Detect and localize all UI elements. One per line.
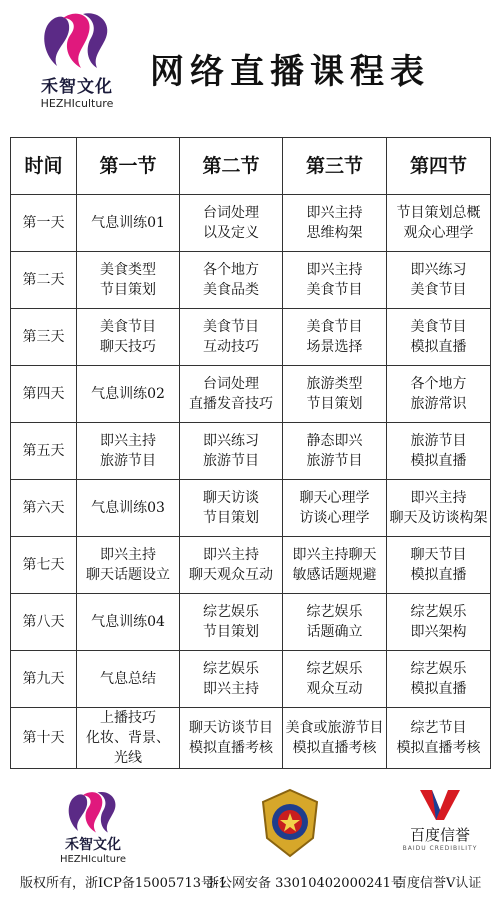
hezhi-logo-icon	[63, 788, 123, 834]
day-cell: 第七天	[11, 537, 77, 594]
session-cell	[387, 423, 491, 480]
session-text: 聊天节目	[410, 547, 467, 563]
session-text: 聊天访谈	[203, 490, 259, 506]
session-cell	[77, 708, 180, 769]
session-cell	[180, 480, 283, 537]
session-text: 化妆、背景、	[86, 730, 170, 746]
session-text: 以及定义	[203, 225, 259, 241]
brand-logo	[22, 8, 132, 110]
session-cell	[77, 423, 180, 480]
session-text: 旅游节目	[203, 453, 259, 469]
session-text: 美食节目	[306, 319, 363, 335]
footer-brand-logo	[8, 788, 178, 865]
session-text: 即兴主持	[306, 262, 363, 278]
session-text: 节目策划	[203, 510, 259, 526]
session-cell	[387, 708, 491, 769]
session-text: 模拟直播考核	[396, 740, 481, 756]
course-schedule-table	[10, 137, 491, 769]
session-text: 聊天技巧	[100, 339, 156, 355]
session-text: 节目策划总概	[396, 205, 481, 221]
baidu-credibility-cn: 百度信誉	[409, 826, 470, 844]
baidu-v-icon	[418, 788, 462, 822]
session-text: 即兴主持	[410, 490, 467, 506]
session-text: 气息训练02	[91, 386, 165, 402]
session-cell	[77, 537, 180, 594]
session-cell	[283, 309, 387, 366]
session-text: 美食节目	[100, 319, 156, 335]
session-text: 即兴练习	[410, 262, 467, 278]
session-cell	[387, 537, 491, 594]
session-text: 即兴架构	[410, 624, 467, 640]
header-cell: 第一节	[77, 138, 180, 195]
session-text: 旅游类型	[306, 376, 363, 392]
session-cell	[180, 594, 283, 651]
footer-brand-en: HEZHIculture	[59, 854, 127, 865]
police-record: 浙公网安备 33010402000241号	[206, 876, 404, 891]
session-text: 聊天心理学	[299, 490, 370, 506]
session-cell	[283, 366, 387, 423]
session-text: 聊天访谈节目	[189, 720, 273, 736]
session-cell	[283, 480, 387, 537]
table-row	[11, 708, 491, 769]
session-text: 各个地方	[203, 262, 259, 278]
table-row	[11, 309, 491, 366]
session-cell	[77, 252, 180, 309]
table-row	[11, 195, 491, 252]
page-header	[0, 0, 500, 120]
table-row	[11, 252, 491, 309]
day-cell: 第一天	[11, 195, 77, 252]
session-cell	[387, 309, 491, 366]
session-text: 话题确立	[306, 624, 363, 640]
table-row	[11, 366, 491, 423]
session-text: 美食节目	[410, 282, 467, 298]
session-text: 气息训练03	[91, 500, 165, 516]
header-cell: 第三节	[283, 138, 387, 195]
session-text: 直播发音技巧	[189, 396, 273, 412]
session-text: 旅游节目	[410, 433, 467, 449]
session-text: 节目策划	[203, 624, 259, 640]
session-text: 观众心理学	[403, 225, 474, 241]
session-cell	[283, 423, 387, 480]
day-cell: 第六天	[11, 480, 77, 537]
session-text: 即兴主持	[100, 433, 156, 449]
session-cell	[283, 195, 387, 252]
police-emblem	[190, 788, 390, 858]
police-emblem-icon	[259, 788, 321, 858]
day-cell: 第八天	[11, 594, 77, 651]
session-text: 节目策划	[306, 396, 363, 412]
session-text: 上播技巧	[100, 710, 156, 726]
session-text: 敏感话题规避	[292, 567, 377, 583]
hezhi-logo-icon	[37, 8, 117, 70]
session-text: 综艺娱乐	[410, 661, 467, 677]
session-cell	[180, 708, 283, 769]
session-text: 美食节目	[203, 319, 259, 335]
session-text: 美食节目	[306, 282, 363, 298]
session-text: 模拟直播考核	[292, 740, 377, 756]
session-text: 即兴主持	[203, 547, 259, 563]
page-title: 网络直播课程表	[150, 52, 430, 92]
header-cell: 第二节	[180, 138, 283, 195]
session-text: 旅游节目	[100, 453, 156, 469]
table-row	[11, 537, 491, 594]
session-text: 节目策划	[100, 282, 156, 298]
session-text: 美食品类	[203, 282, 259, 298]
session-text: 综艺娱乐	[306, 661, 363, 677]
session-text: 综艺娱乐	[203, 604, 259, 620]
session-text: 观众互动	[306, 681, 363, 697]
session-cell	[180, 252, 283, 309]
table-header-row	[11, 138, 491, 195]
session-cell	[77, 480, 180, 537]
baidu-credibility-en: BAIDU CREDIBILITY	[402, 845, 478, 852]
session-text: 气息总结	[100, 671, 156, 687]
session-cell	[77, 366, 180, 423]
session-text: 模拟直播	[410, 339, 467, 355]
session-text: 台词处理	[203, 205, 259, 221]
table-row	[11, 651, 491, 708]
session-cell	[283, 594, 387, 651]
day-cell: 第十天	[11, 708, 77, 769]
session-cell	[77, 651, 180, 708]
session-text: 模拟直播	[410, 567, 467, 583]
session-cell	[387, 651, 491, 708]
day-cell: 第四天	[11, 366, 77, 423]
session-cell	[77, 594, 180, 651]
table-row	[11, 423, 491, 480]
session-cell	[180, 423, 283, 480]
session-text: 访谈心理学	[299, 510, 370, 526]
session-cell	[77, 309, 180, 366]
session-cell	[387, 366, 491, 423]
brand-name-cn: 禾智文化	[41, 77, 113, 97]
session-text: 模拟直播考核	[189, 740, 273, 756]
session-cell	[283, 651, 387, 708]
session-text: 互动技巧	[203, 339, 259, 355]
table-body	[11, 195, 491, 769]
copyright-icp: 版权所有，浙ICP备15005713号-1	[20, 876, 227, 891]
table-row	[11, 594, 491, 651]
session-text: 即兴主持聊天	[292, 547, 377, 563]
session-cell	[77, 195, 180, 252]
day-cell: 第三天	[11, 309, 77, 366]
brand-name-en: HEZHIculture	[40, 97, 114, 110]
session-text: 聊天观众互动	[189, 567, 273, 583]
session-text: 旅游常识	[410, 396, 467, 412]
session-text: 美食节目	[410, 319, 467, 335]
session-text: 美食或旅游节目	[285, 720, 384, 736]
session-text: 综艺娱乐	[203, 661, 259, 677]
session-text: 美食类型	[100, 262, 156, 278]
session-text: 台词处理	[203, 376, 259, 392]
day-cell: 第五天	[11, 423, 77, 480]
session-cell	[180, 309, 283, 366]
session-cell	[387, 480, 491, 537]
session-cell	[180, 651, 283, 708]
session-text: 聊天及访谈构架	[389, 510, 488, 526]
session-cell	[180, 537, 283, 594]
session-cell	[283, 708, 387, 769]
session-text: 模拟直播	[410, 453, 467, 469]
session-text: 静态即兴	[306, 433, 363, 449]
session-cell	[283, 537, 387, 594]
baidu-certification: 百度信誉V认证	[394, 876, 482, 891]
page-footer	[0, 780, 500, 900]
session-text: 即兴主持	[100, 547, 156, 563]
session-text: 旅游节目	[306, 453, 363, 469]
session-text: 气息训练01	[91, 215, 165, 231]
session-text: 综艺娱乐	[306, 604, 363, 620]
session-cell	[283, 252, 387, 309]
session-text: 模拟直播	[410, 681, 467, 697]
session-text: 聊天话题设立	[86, 567, 170, 583]
footer-brand-cn: 禾智文化	[65, 837, 121, 853]
session-text: 即兴练习	[203, 433, 259, 449]
session-cell	[387, 252, 491, 309]
session-text: 综艺娱乐	[410, 604, 467, 620]
session-cell	[387, 195, 491, 252]
table-row	[11, 480, 491, 537]
session-text: 气息训练04	[91, 614, 165, 630]
session-text: 即兴主持	[203, 681, 259, 697]
header-cell: 时间	[11, 138, 77, 195]
day-cell: 第二天	[11, 252, 77, 309]
baidu-credibility-logo	[380, 788, 500, 852]
session-text: 光线	[114, 750, 142, 766]
session-cell	[180, 195, 283, 252]
session-text: 各个地方	[410, 376, 467, 392]
session-text: 场景选择	[306, 339, 363, 355]
day-cell: 第九天	[11, 651, 77, 708]
session-cell	[180, 366, 283, 423]
session-text: 综艺节目	[410, 720, 467, 736]
session-cell	[387, 594, 491, 651]
header-cell: 第四节	[387, 138, 491, 195]
session-text: 即兴主持	[306, 205, 363, 221]
session-text: 思维构架	[306, 225, 363, 241]
